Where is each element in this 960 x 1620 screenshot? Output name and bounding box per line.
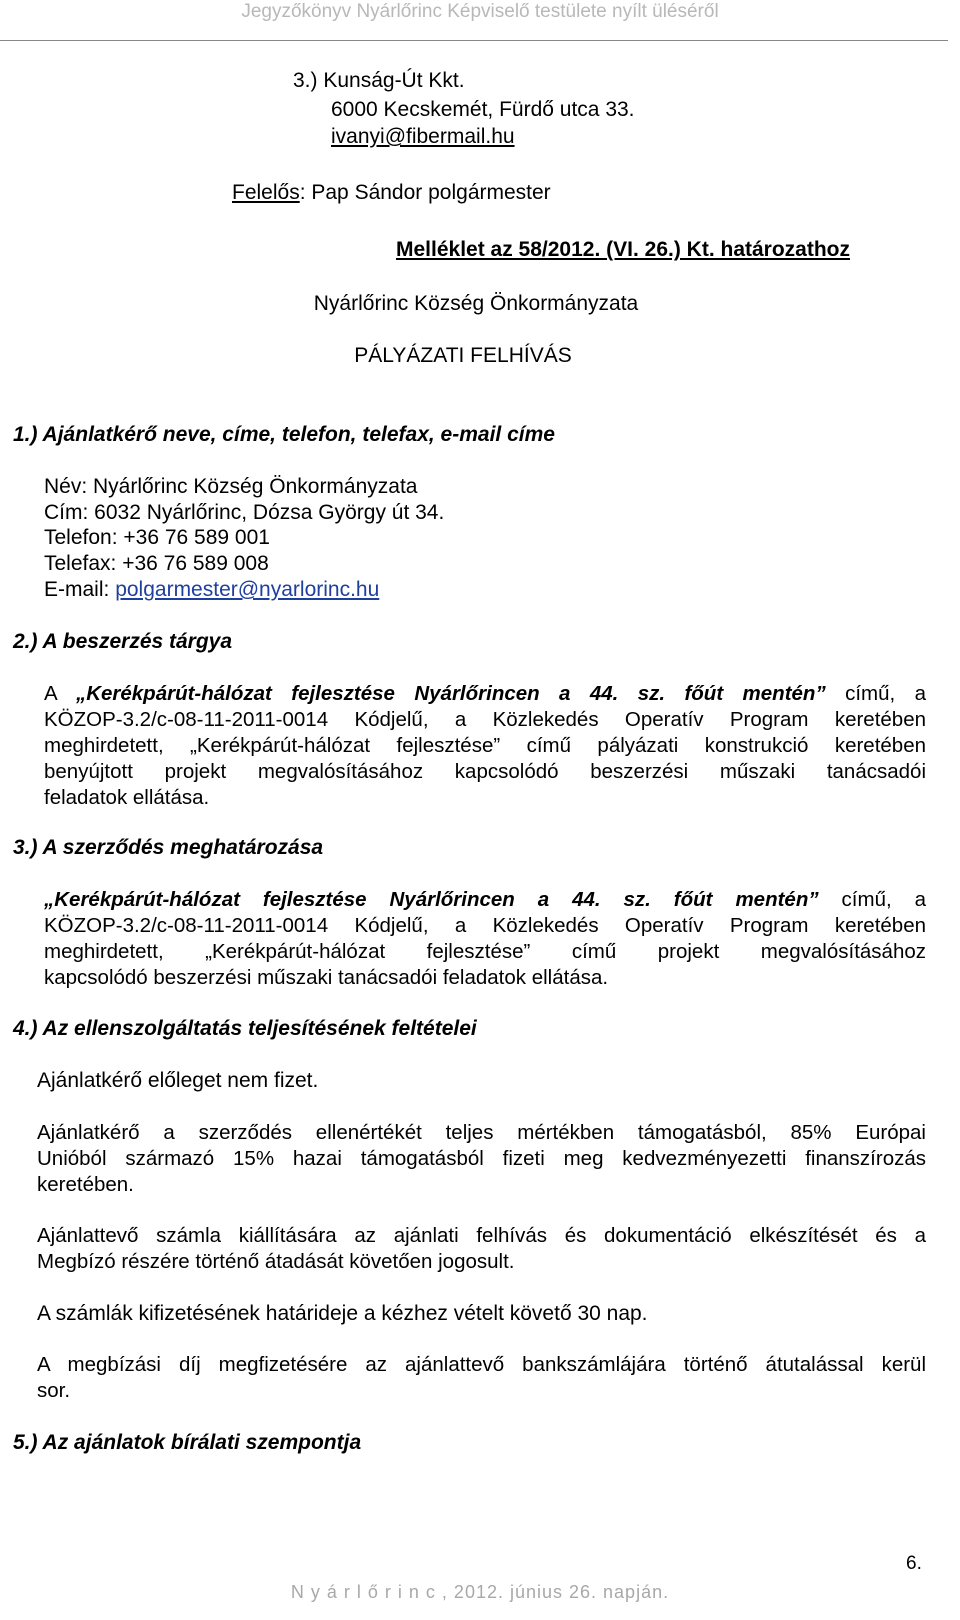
section2-body [44, 681, 926, 811]
s4-para-3: Ajánlattevő számla kiállítására az ajánlati felhívás és dokumentáció elkészítését és a Megbízó részére történő átadását követően jogosult. [37, 1224, 926, 1273]
header-divider [0, 40, 948, 41]
item3-email[interactable] [331, 124, 515, 150]
s3-line-4: kapcsolódó beszerzési műszaki tanácsadói feladatok ellátása. [44, 966, 609, 989]
s3-project-title: „Kerékpárút-hálózat fejlesztése Nyárlőrincen a 44. sz. főút mentén” [44, 888, 819, 911]
section3-body [44, 887, 926, 991]
annex-line: Melléklet az 58/2012. (VI. 26.) Kt. határozathoz [396, 238, 850, 261]
s1-phone: Telefon: +36 76 589 001 [44, 526, 270, 549]
section5-heading: 5.) Az ajánlatok bírálati szempontja [13, 1431, 362, 1454]
s1-email-label: E-mail: [44, 578, 116, 601]
page-footer: N y á r l ő r i n c , 2012. június 26. napján. [290, 1582, 670, 1602]
section3-heading: 3.) A szerződés meghatározása [13, 836, 324, 859]
s2-line-1: A „Kerékpárút-hálózat fejlesztése Nyárlőrincen a 44. sz. főút mentén” című, a [44, 682, 926, 705]
s3-line-1: „Kerékpárút-hálózat fejlesztése Nyárlőrincen a 44. sz. főút mentén” című, a [44, 888, 926, 911]
s4-para-1: Ajánlatkérő előleget nem fizet. [37, 1069, 319, 1092]
section2-heading: 2.) A beszerzés tárgya [13, 630, 233, 653]
item3-address: 6000 Kecskemét, Fürdő utca 33. [331, 98, 635, 121]
call-title: PÁLYÁZATI FELHÍVÁS [354, 344, 572, 367]
s4-para-2: Ajánlatkérő a szerződés ellenértékét teljes mértékben támogatásból, 85% Európai Unióból származó 15% hazai támogatásból fizeti meg kedvezményezetti finanszírozás keretében. [37, 1121, 926, 1196]
s2-project-title: „Kerékpárút-hálózat fejlesztése Nyárlőrincen a 44. sz. főút mentén” [75, 682, 826, 705]
s4-para-4: A számlák kifizetésének határideje a kézhez vételt követő 30 nap. [37, 1302, 648, 1325]
s1-fax: Telefax: +36 76 589 008 [44, 552, 269, 575]
page-number: 6. [906, 1553, 922, 1574]
s4-para-5: A megbízási díj megfizetésére az ajánlattevő bankszámlájára történő átutalással kerül sor. [37, 1353, 926, 1402]
s1-email-line [44, 577, 379, 603]
s1-name: Név: Nyárlőrinc Község Önkormányzata [44, 475, 418, 498]
s2-line-2: KÖZOP-3.2/c-08-11-2011-0014 Kódjelű, a Közlekedés Operatív Program keretében [44, 708, 926, 731]
responsible-text: : Pap Sándor polgármester [299, 181, 551, 204]
s2-line-4: benyújtott projekt megvalósításához kapcsolódó beszerzési műszaki tanácsadói [44, 760, 926, 783]
s3-line-2: KÖZOP-3.2/c-08-11-2011-0014 Kódjelű, a Közlekedés Operatív Program keretében [44, 914, 926, 937]
item3-email-link[interactable]: ivanyi@fibermail.hu [331, 125, 515, 148]
s1-email-link[interactable]: polgarmester@nyarlorinc.hu [115, 578, 380, 601]
section1-heading: 1.) Ajánlatkérő neve, címe, telefon, telefax, e-mail címe [13, 423, 555, 446]
item3-label: 3.) Kunság-Út Kkt. [293, 69, 465, 92]
section4-heading: 4.) Az ellenszolgáltatás teljesítésének feltételei [13, 1017, 477, 1040]
page-header: Jegyzőkönyv Nyárlőrinc Képviselő testülete nyílt üléséről [241, 1, 719, 22]
s1-address: Cím: 6032 Nyárlőrinc, Dózsa György út 34. [44, 501, 445, 524]
s3-line-3: meghirdetett, „Kerékpárút-hálózat fejlesztése” című projekt megvalósításához [44, 940, 926, 963]
responsible-label: Felelős [232, 181, 300, 204]
responsible-line [232, 180, 551, 206]
s2-line-5: feladatok ellátása. [44, 786, 210, 809]
s2-line-3: meghirdetett, „Kerékpárút-hálózat fejlesztése” című pályázati konstrukció keretében [44, 734, 926, 757]
org-name: Nyárlőrinc Község Önkormányzata [313, 292, 639, 315]
